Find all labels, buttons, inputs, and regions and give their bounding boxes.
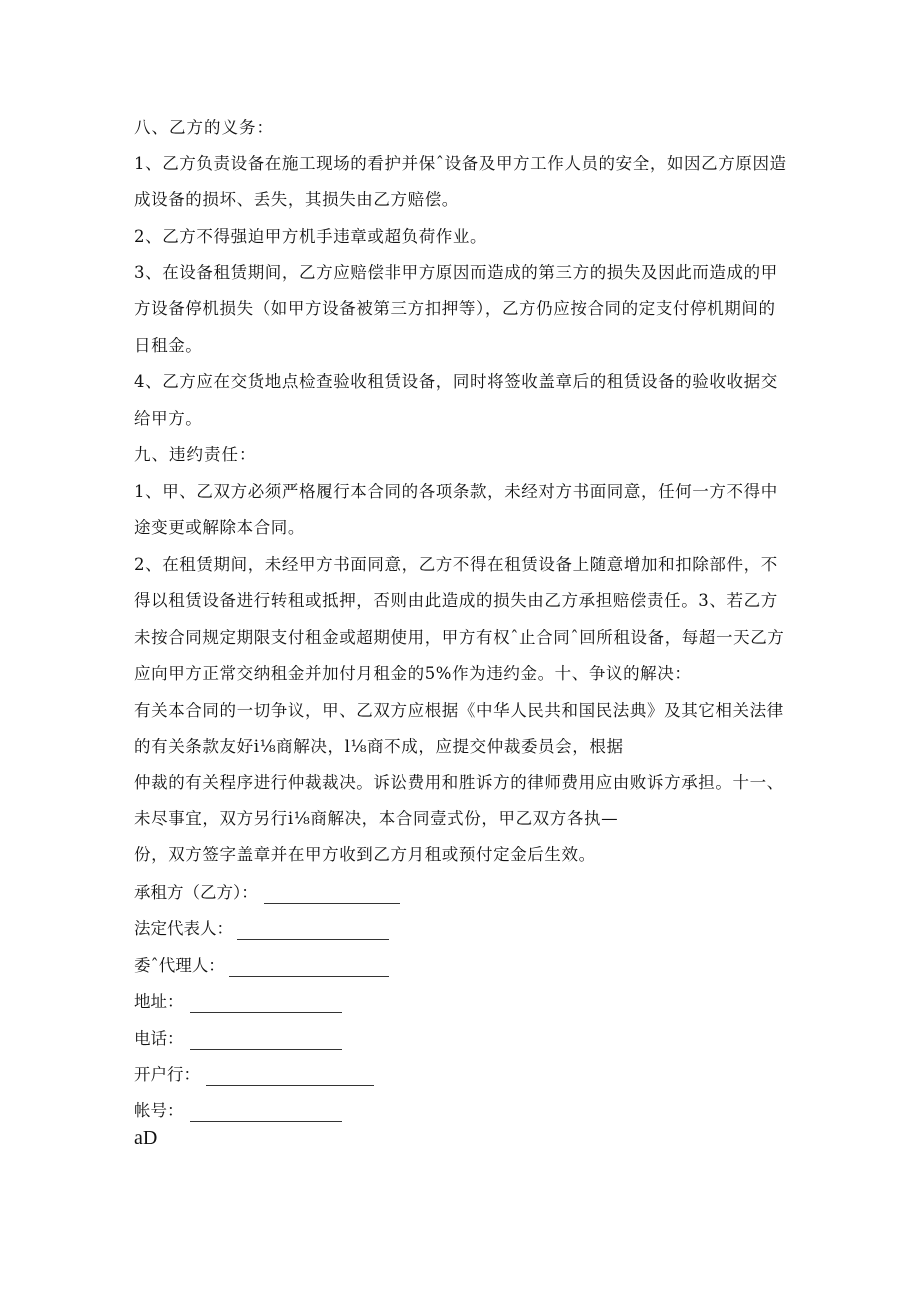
phone-label: 电话： <box>134 1029 184 1048</box>
section-10-line-2: 的有关条款友好i⅛商解决，l⅛商不成，应提交仲裁委员会，根据 <box>134 737 624 756</box>
section-10-line-1: 有关本合同的一切争议，甲、乙双方应根据《中华人民共和国民法典》及其它相关法律 <box>134 701 784 720</box>
section-8-item-3-line-1: 3、在设备租赁期间，乙方应赔偿非甲方原因而造成的第三方的损失及因此而造成的甲 <box>134 263 778 282</box>
section-9-item-1-line-2: 途变更或解除本合同。 <box>134 518 305 537</box>
agent-field <box>134 955 389 977</box>
legal-rep-blank <box>237 923 389 940</box>
bank-blank <box>206 1069 374 1086</box>
address-field <box>134 991 342 1013</box>
section-8-item-1-line-1: 1、乙方负责设备在施工现场的看护并保ˆ设备及甲方工作人员的安全，如因乙方原因造 <box>134 154 787 173</box>
section-9-heading: 九、违约责任： <box>134 445 257 464</box>
section-8-item-2: 2、乙方不得强迫甲方机手违章或超负荷作业。 <box>134 227 488 246</box>
section-8-item-3-line-3: 日租金。 <box>134 336 203 355</box>
bank-label: 开户行： <box>134 1065 200 1084</box>
footer-mark: aD <box>134 1127 158 1149</box>
section-9-item-2-line-2: 得以租赁设备进行转租或抵押，否则由此造成的损失由乙方承担赔偿责任。3、若乙方 <box>134 591 778 610</box>
account-blank <box>190 1105 342 1122</box>
section-9-item-2-line-1: 2、在租赁期间，未经甲方书面同意，乙方不得在租赁设备上随意增加和扣除部件，不 <box>134 555 778 574</box>
address-blank <box>190 996 342 1013</box>
account-field <box>134 1100 342 1122</box>
account-label: 帐号： <box>134 1101 184 1120</box>
phone-field <box>134 1028 342 1050</box>
section-8-item-4-line-2: 给甲方。 <box>134 409 203 428</box>
section-10-line-3: 仲裁的有关程序进行仲裁裁决。诉讼费用和胜诉方的律师费用应由败诉方承担。十一、 <box>134 773 784 792</box>
section-8-heading: 八、乙方的义务： <box>134 118 274 137</box>
lessee-field <box>134 882 400 904</box>
lessee-blank <box>264 887 400 904</box>
section-11-line-1: 未尽事宜，双方另行i⅛商解决，本合同壹式份，甲乙双方各执— <box>134 809 619 828</box>
bank-field <box>134 1064 374 1086</box>
legal-rep-field <box>134 918 389 940</box>
section-9-item-2-line-4: 应向甲方正常交纳租金并加付月租金的5%作为违约金。十、争议的解决： <box>134 664 692 683</box>
address-label: 地址： <box>134 992 184 1011</box>
phone-blank <box>190 1033 342 1050</box>
lessee-label: 承租方（乙方）： <box>134 883 258 902</box>
agent-label: 委ˆ代理人： <box>134 956 225 975</box>
section-8-item-4-line-1: 4、乙方应在交货地点检查验收租赁设备，同时将签收盖章后的租赁设备的验收收据交 <box>134 372 778 391</box>
section-11-line-2: 份，双方签字盖章并在甲方收到乙方月租或预付定金后生效。 <box>134 845 596 864</box>
section-9-item-2-line-3: 未按合同规定期限支付租金或超期使用，甲方有权ˆ止合同ˆ回所租设备，每超一天乙方 <box>134 628 785 647</box>
section-8-item-1-line-2: 成设备的损坏、丢失，其损失由乙方赔偿。 <box>134 190 459 209</box>
legal-rep-label: 法定代表人： <box>134 919 233 938</box>
section-8-item-3-line-2: 方设备停机损失（如甲方设备被第三方扣押等），乙方仍应按合同的定支付停机期间的 <box>134 299 776 318</box>
agent-blank <box>229 960 389 977</box>
section-9-item-1-line-1: 1、甲、乙双方必须严格履行本合同的各项条款，未经对方书面同意，任何一方不得中 <box>134 482 778 501</box>
